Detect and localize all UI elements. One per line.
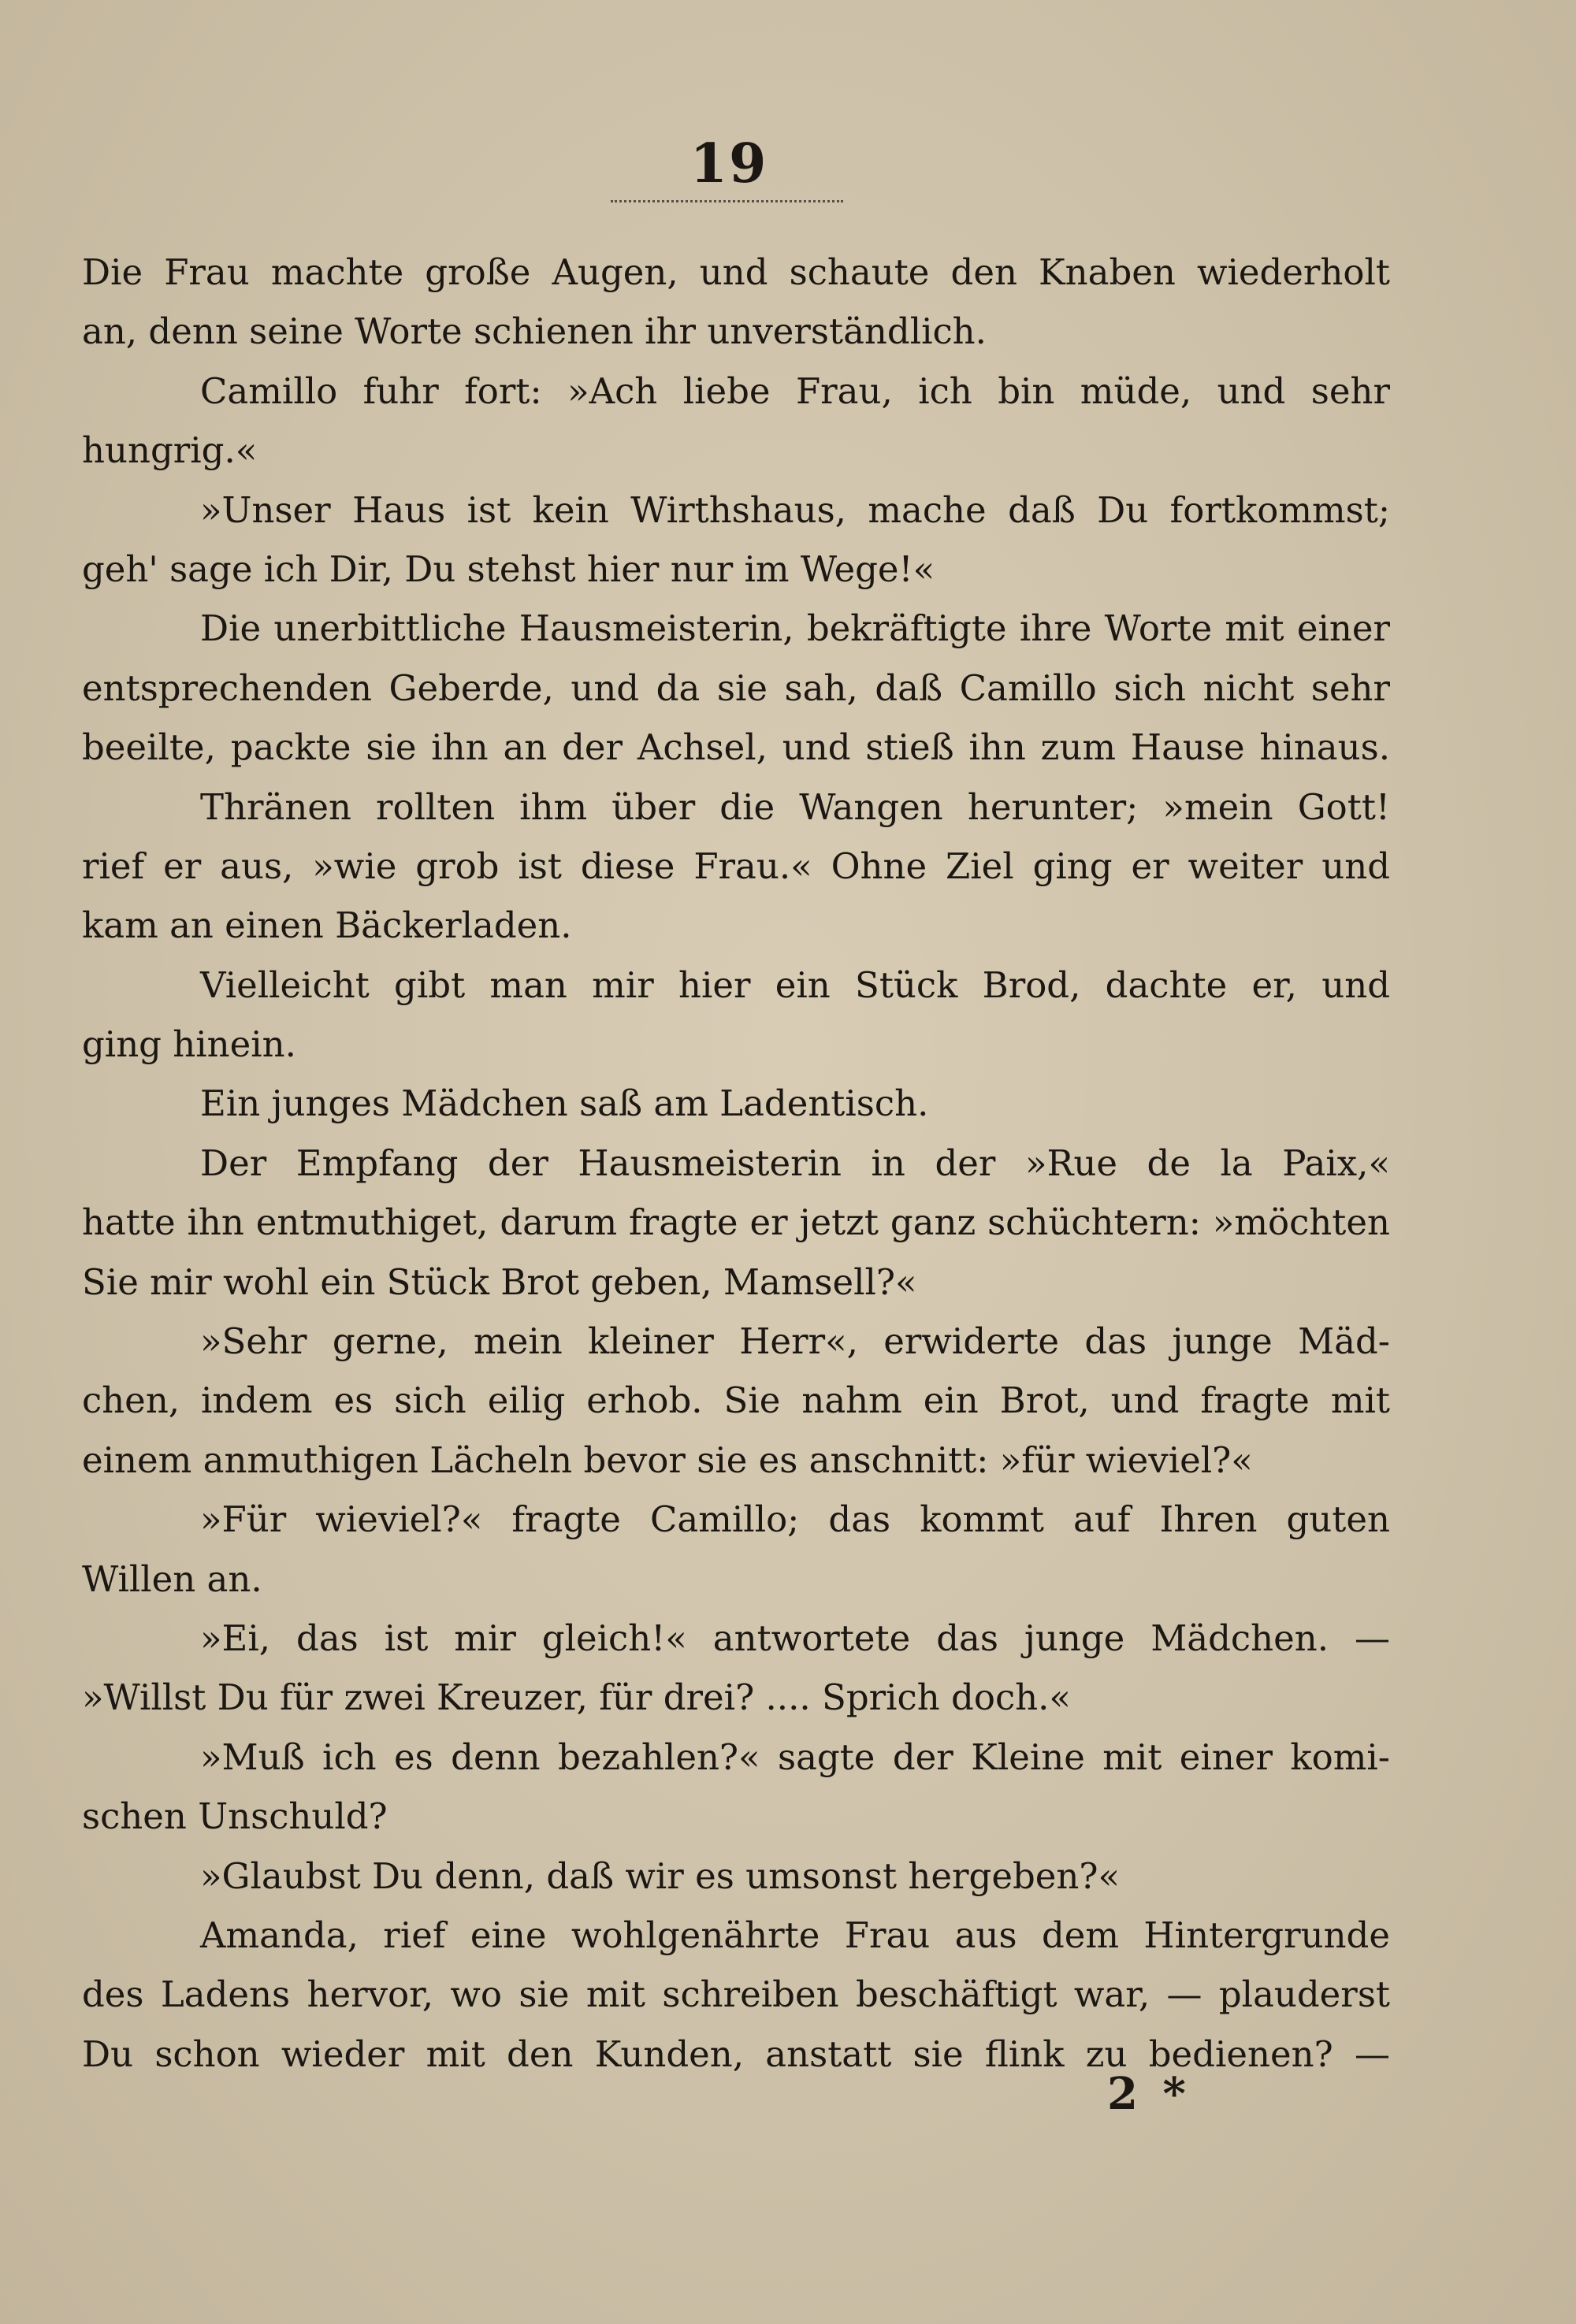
signature-mark: 2 * [1107, 2068, 1191, 2120]
text-line: Sie mir wohl ein Stück Brot geben, Mamsell?« [82, 1260, 917, 1303]
text-line: beeilte, packte sie ihn an der Achsel, und stieß ihn zum Hause hinaus. [82, 726, 1390, 769]
text-line: Camillo fuhr fort: »Ach liebe Frau, ich bin müde, und sehr [200, 369, 1390, 412]
text-line: Der Empfang der Hausmeisterin in der »Rue de la Paix,« [200, 1142, 1390, 1184]
page-number: 19 [690, 132, 768, 195]
text-line: Willen an. [82, 1557, 262, 1600]
header-rule [611, 200, 843, 202]
text-line: einem anmuthigen Lächeln bevor sie es anschnitt: »für wieviel?« [82, 1439, 1253, 1481]
body-text [82, 243, 1390, 2084]
text-line: hungrig.« [82, 429, 258, 472]
text-line: Ein junges Mädchen saß am Ladentisch. [200, 1082, 929, 1125]
text-line: Die unerbittliche Hausmeisterin, bekräftigte ihre Worte mit einer [200, 607, 1390, 650]
text-line: entsprechenden Geberde, und da sie sah, daß Camillo sich nicht sehr [82, 666, 1390, 709]
text-line: »Glaubst Du denn, daß wir es umsonst hergeben?« [200, 1854, 1121, 1897]
text-line: Die Frau machte große Augen, und schaute den Knaben wiederholt [82, 251, 1390, 293]
text-line: rief er aus, »wie grob ist diese Frau.« Ohne Ziel ging er weiter und [82, 845, 1390, 887]
text-line: »Ei, das ist mir gleich!« antwortete das junge Mädchen. — [200, 1617, 1390, 1659]
text-line: »Für wieviel?« fragte Camillo; das kommt auf Ihren guten [200, 1498, 1390, 1541]
text-line: hatte ihn entmuthiget, darum fragte er jetzt ganz schüchtern: »möchten [82, 1201, 1390, 1244]
text-line: »Willst Du für zwei Kreuzer, für drei? .... Sprich doch.« [82, 1676, 1071, 1719]
text-line: schen Unschuld? [82, 1795, 388, 1838]
text-line: Vielleicht gibt man mir hier ein Stück Brod, dachte er, und [200, 963, 1390, 1006]
text-line: »Unser Haus ist kein Wirthshaus, mache daß Du fortkommst; [200, 488, 1390, 531]
text-line: Du schon wieder mit den Kunden, anstatt sie flink zu bedienen? — [82, 2033, 1390, 2075]
text-line: geh' sage ich Dir, Du stehst hier nur im Wege!« [82, 548, 935, 590]
text-line: Thränen rollten ihm über die Wangen herunter; »mein Gott! [200, 785, 1390, 828]
text-line: des Ladens hervor, wo sie mit schreiben beschäftigt war, — plauderst [82, 1973, 1390, 2016]
text-line: ging hinein. [82, 1023, 296, 1066]
text-line: chen, indem es sich eilig erhob. Sie nahm ein Brot, und fragte mit [82, 1379, 1390, 1422]
text-line: »Sehr gerne, mein kleiner Herr«, erwiderte das junge Mäd- [200, 1320, 1390, 1363]
text-line: an, denn seine Worte schienen ihr unverständlich. [82, 310, 987, 353]
text-line: Amanda, rief eine wohlgenährte Frau aus dem Hintergrunde [200, 1914, 1390, 1956]
text-line: »Muß ich es denn bezahlen?« sagte der Kleine mit einer komi- [200, 1736, 1390, 1778]
text-line: kam an einen Bäckerladen. [82, 904, 572, 947]
